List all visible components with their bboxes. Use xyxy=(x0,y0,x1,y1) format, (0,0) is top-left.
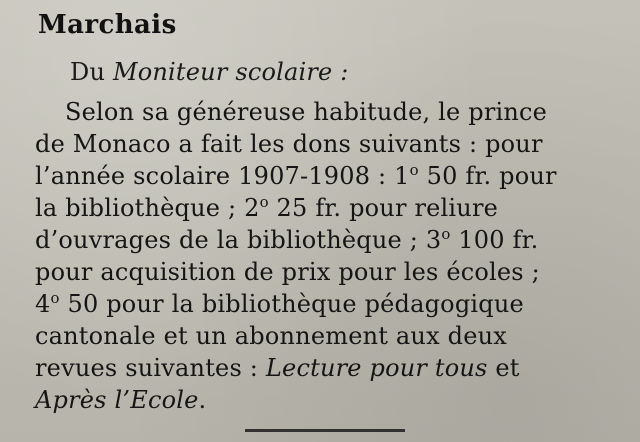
source-line xyxy=(70,60,349,84)
bottom-rule xyxy=(245,429,405,432)
body-line-9-b: et xyxy=(487,354,520,382)
body-line-8-text: cantonale et un abonnement aux deux xyxy=(35,322,508,350)
body-line-1 xyxy=(35,96,620,128)
body-line-3 xyxy=(35,160,620,192)
article-body xyxy=(35,96,620,416)
body-line-4 xyxy=(35,192,620,224)
body-line-2-text: de Monaco a fait les dons suivants : pour xyxy=(35,130,543,158)
source-prefix: Du xyxy=(70,58,106,86)
body-line-6-text: pour acquisition de prix pour les écoles ; xyxy=(35,258,540,286)
ordinal-sup-1: o xyxy=(409,161,419,179)
body-line-8 xyxy=(35,320,620,352)
article-title: Marchais xyxy=(38,10,177,40)
body-line-10 xyxy=(35,384,620,416)
body-line-3-b: 50 fr. pour xyxy=(418,162,557,190)
body-line-7 xyxy=(35,288,620,320)
book-title-lecture-pour-tous: Lecture pour tous xyxy=(265,354,488,382)
body-line-2 xyxy=(35,128,620,160)
body-line-5-b: 100 fr. xyxy=(450,226,539,254)
body-line-7-b: 50 pour la bibliothèque pédagogique xyxy=(59,290,524,318)
body-line-7-a: 4 xyxy=(35,290,51,318)
body-line-6 xyxy=(35,256,620,288)
ordinal-sup-3: o xyxy=(441,225,451,243)
body-line-9-a: revues suivantes : xyxy=(35,354,266,382)
source-title: Moniteur scolaire : xyxy=(112,58,349,86)
body-line-10-end: . xyxy=(198,386,207,414)
body-line-5-a: d’ouvrages de la bibliothèque ; 3 xyxy=(35,226,442,254)
body-line-1-text: Selon sa généreuse habitude, le prince xyxy=(65,98,548,126)
ordinal-sup-2: o xyxy=(259,193,269,211)
body-line-3-a: l’année scolaire 1907-1908 : 1 xyxy=(35,162,410,190)
body-line-4-a: la bibliothèque ; 2 xyxy=(35,194,260,222)
body-line-5 xyxy=(35,224,620,256)
ordinal-sup-4: o xyxy=(50,289,60,307)
bleed-through-text xyxy=(260,10,640,50)
book-title-apres-lecole: Après l’Ecole xyxy=(35,386,199,414)
body-line-4-b: 25 fr. pour reliure xyxy=(268,194,499,222)
body-line-9 xyxy=(35,352,620,384)
